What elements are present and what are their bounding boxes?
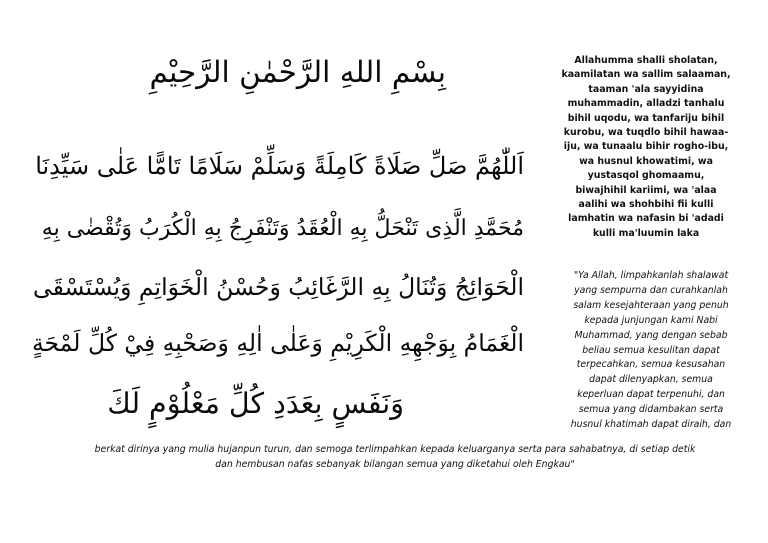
translation-line: kepada junjungan kami Nabi — [584, 314, 718, 326]
transliteration-line: bihil uqodu, wa tanfariju bihil — [567, 112, 725, 124]
transliteration-line: Allahumma shalli sholatan, — [574, 55, 718, 66]
arabic-line-1: اَللّٰهُمَّ صَلِّ صَلَاةً كَامِلَةً وَسَلِّمْ سَلَامًا تَامًّا عَلٰى سَيِّدِنَا — [35, 152, 524, 180]
translation-continuation — [30, 443, 760, 472]
transliteration-line: kurobu, wa tuqdlo bihil hawaa- — [563, 127, 729, 139]
arabic-line-4: الْغَمَامُ بِوَجْهِهِ الْكَرِيْمِ وَعَلٰى اٰلِهِ وَصَحْبِهِ فِيْ كُلِّ لَمْحَةٍ — [31, 329, 524, 357]
transliteration-line: aalihi wa shohbihi fii kulli — [578, 199, 714, 211]
translation-tail-line: berkat dirinya yang mulia hujanpun turun, dan semoga terlimpahkan kepada keluarganya serta para sahabatnya, di setiap detik — [94, 444, 696, 455]
translation-line: "Ya Allah, limpahkanlah shalawat — [573, 270, 729, 281]
translation-tail-line: dan hembusan nafas sebanyak bilangan semua yang diketahui oleh Engkau" — [215, 458, 575, 470]
translation-line: terpecahkan, semua kesusahan — [576, 359, 726, 371]
translation-line: Muhammad, yang dengan sebab — [574, 329, 728, 341]
transliteration-line: iju, wa tunaalu bihir rogho-ibu, — [563, 141, 729, 153]
transliteration-line: biwajhihil kariimi, wa 'alaa — [575, 184, 717, 196]
arabic-line-3: الْحَوَائِجُ وَتُنَالُ بِهِ الرَّغَائِبُ وَحُسْنُ الْخَوَاتِمِ وَيُسْتَسْقَى — [33, 273, 524, 301]
basmalah-heading: بِسْمِ اللهِ الرَّحْمٰنِ الرَّحِيْمِ — [149, 55, 446, 89]
translation-line: salam kesejahteraan yang penuh — [573, 299, 729, 311]
translation-line: yang sempurna dan curahkanlah — [574, 284, 728, 296]
arabic-calligraphy-block — [31, 55, 524, 428]
translation-line: keperluan dapat terpenuhi, dan — [577, 389, 725, 401]
translation-line: husnul khatimah dapat diraih, dan — [570, 419, 732, 431]
transliteration-line: muhammadin, alladzi tanhalu — [567, 98, 725, 110]
transliteration-line: taaman 'ala sayyidina — [588, 83, 704, 95]
transliteration-line: kulli ma'luumin laka — [592, 227, 700, 239]
transliteration-line: yustasqol ghomaamu, — [587, 170, 705, 182]
transliteration-line: kaamilatan wa sallim salaaman, — [561, 69, 731, 81]
transliteration-line: lamhatin wa nafasin bi 'adadi — [568, 213, 724, 225]
translation-line: semua yang didambakan serta — [578, 404, 724, 416]
translation-line: beliau semua kesulitan dapat — [582, 344, 720, 356]
arabic-line-2: مُحَمَّدِ الَّذِى تَنْحَلُّ بِهِ الْعُقَدُ وَتَنْفَرِجُ بِهِ الْكُرَبُ وَتُقْضٰى بِهِ — [41, 216, 524, 241]
translation-line: dapat dilenyapkan, semua — [589, 374, 713, 386]
arabic-line-5: وَنَفَسٍ بِعَدَدِ كُلِّ مَعْلُوْمٍ لَكَ — [107, 387, 404, 420]
translation-block — [542, 269, 760, 433]
transliteration-line: wa husnul khowatimi, wa — [579, 155, 713, 167]
transliteration-block — [533, 54, 759, 241]
